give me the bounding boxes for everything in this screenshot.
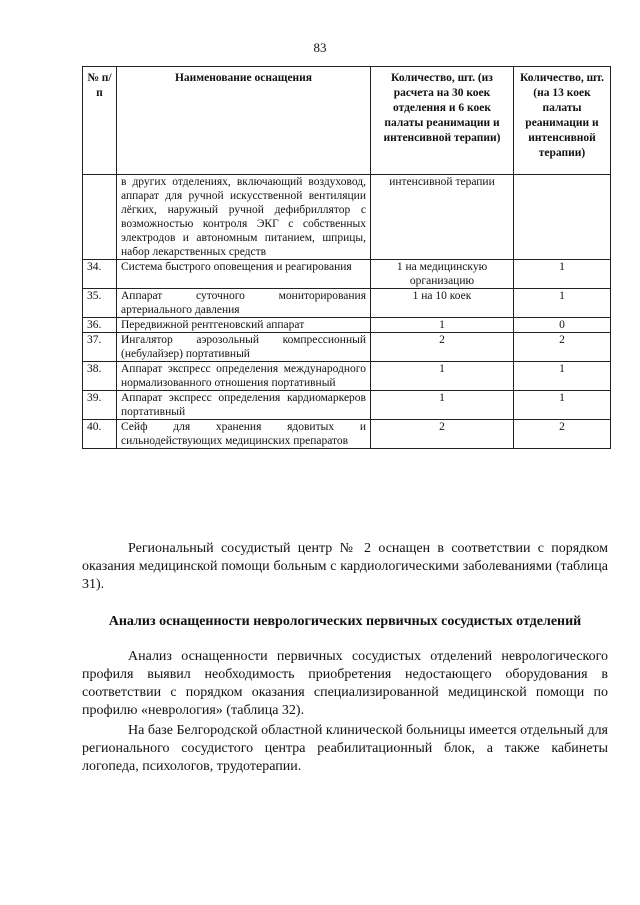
table-row xyxy=(83,391,611,420)
cell-num: 34. xyxy=(83,260,117,289)
table-header-row xyxy=(83,67,611,175)
cell-qty30: 1 xyxy=(371,391,514,420)
cell-qty30: 1 на медицинскую организацию xyxy=(371,260,514,289)
equipment-table xyxy=(82,66,611,449)
paragraph-belgorod: На базе Белгородской областной клинической больницы имеется отдельный для регионального сосудистого центра реабилитационный блок, а также кабинеты логопеда, психологов, трудотерапии. xyxy=(82,723,608,774)
cell-qty30: 1 xyxy=(371,318,514,333)
header-qty13: Количество, шт. (на 13 коек палаты реанимации и интенсивной терапии) xyxy=(514,67,611,175)
cell-name: Аппарат суточного мониторирования артериального давления xyxy=(117,289,371,318)
paragraph-rsc2: Региональный сосудистый центр № 2 оснащен в соответствии с порядком оказания медицинской помощи больным с кардиологическими заболеваниями (таблица 31). xyxy=(82,541,608,592)
cell-qty30: 2 xyxy=(371,333,514,362)
cell-qty30: 1 xyxy=(371,362,514,391)
cell-name: в других отделениях, включающий воздуховод, аппарат для ручной искусственной вентиляции лёгких, наружный ручной дефибриллятор с возможностью контроля ЭКГ с собственных электродов и автономным питанием, шприцы, набор лекарственных средств xyxy=(117,175,371,260)
cell-num: 39. xyxy=(83,391,117,420)
cell-qty13: 0 xyxy=(514,318,611,333)
page-number: 83 xyxy=(313,40,327,55)
cell-name: Передвижной рентгеновский аппарат xyxy=(117,318,371,333)
cell-num: 36. xyxy=(83,318,117,333)
cell-qty30: 2 xyxy=(371,420,514,449)
header-qty30: Количество, шт. (из расчета на 30 коек отделения и 6 коек палаты реанимации и интенсивной терапии) xyxy=(371,67,514,175)
cell-name: Сейф для хранения ядовитых и сильнодействующих медицинских препаратов xyxy=(117,420,371,449)
cell-num: 37. xyxy=(83,333,117,362)
cell-qty13: 2 xyxy=(514,420,611,449)
section-heading: Анализ оснащенности неврологических первичных сосудистых отделений xyxy=(108,614,582,629)
cell-qty30: 1 на 10 коек xyxy=(371,289,514,318)
table-row xyxy=(83,362,611,391)
table-row xyxy=(83,289,611,318)
cell-qty13: 1 xyxy=(514,362,611,391)
cell-name: Система быстрого оповещения и реагирования xyxy=(117,260,371,289)
paragraph-analysis: Анализ оснащенности первичных сосудистых отделений неврологического профиля выявил необходимость приобретения недостающего оборудования в соответствии с порядком оказания специализированной медицинской помощи по профилю «неврология» (таблица 32). xyxy=(82,649,608,718)
header-num: № п/п xyxy=(83,67,117,175)
cell-name: Ингалятор аэрозольный компрессионный (небулайзер) портативный xyxy=(117,333,371,362)
cell-qty13: 1 xyxy=(514,289,611,318)
cell-name: Аппарат экспресс определения международного нормализованного отношения портативный xyxy=(117,362,371,391)
cell-num: 40. xyxy=(83,420,117,449)
table-row xyxy=(83,420,611,449)
header-name: Наименование оснащения xyxy=(117,67,371,175)
cell-qty13: 2 xyxy=(514,333,611,362)
cell-qty13 xyxy=(514,175,611,260)
cell-qty13: 1 xyxy=(514,260,611,289)
cell-qty13: 1 xyxy=(514,391,611,420)
cell-name: Аппарат экспресс определения кардиомаркеров портативный xyxy=(117,391,371,420)
cell-num: 38. xyxy=(83,362,117,391)
table-row xyxy=(83,318,611,333)
table-row-continuation xyxy=(83,175,611,260)
cell-num xyxy=(83,175,117,260)
cell-num: 35. xyxy=(83,289,117,318)
cell-qty30: интенсивной терапии xyxy=(371,175,514,260)
table-row xyxy=(83,260,611,289)
table-row xyxy=(83,333,611,362)
